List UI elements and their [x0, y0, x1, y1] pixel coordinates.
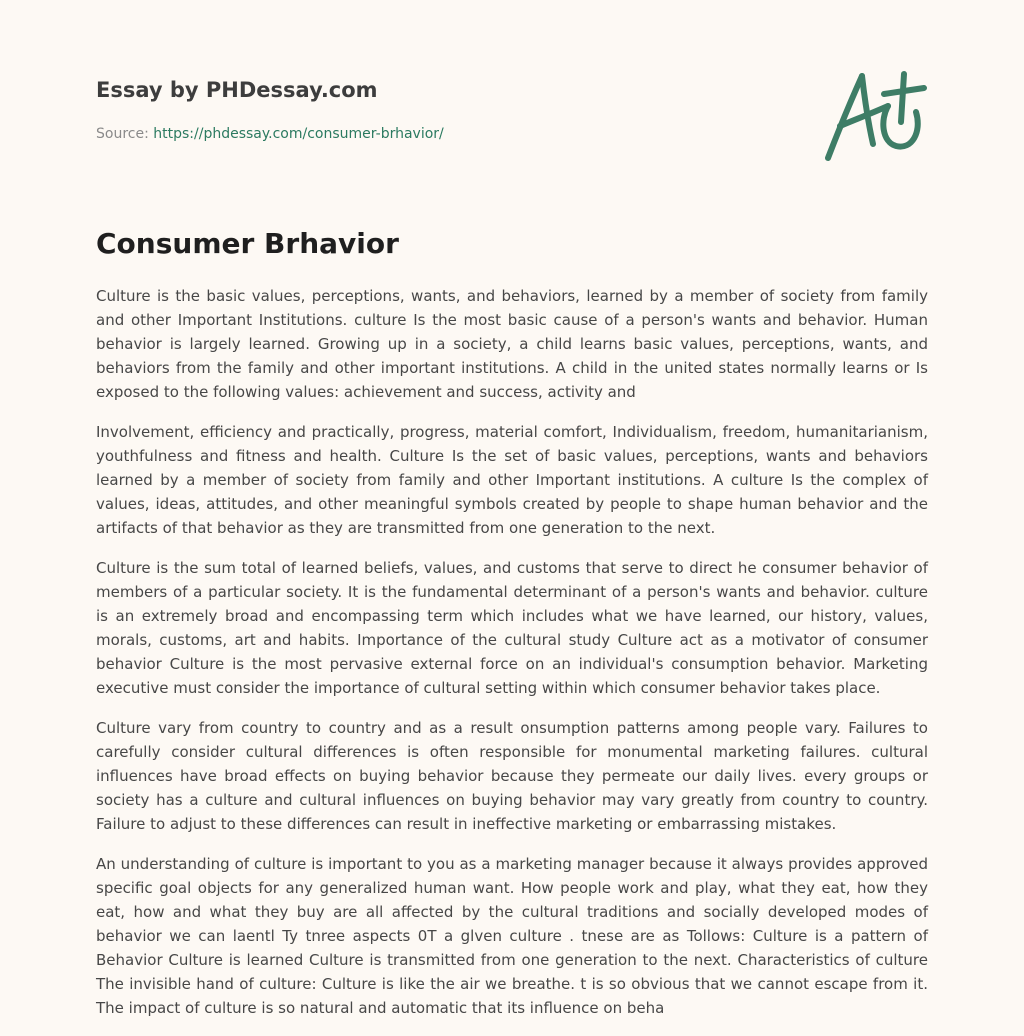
essay-paragraph: Culture vary from country to country and as a result onsumption patterns among people vary. Failures to carefully consider cultural differences is often responsible for monumental marketing failures. cultural influences have broad effects on buying behavior because they permeate our daily lives. every groups or society has a culture and cultural influences on buying behavior may vary greatly from country to country. Failure to adjust to these differences can result in ineffective marketing or embarrassing mistakes. — [96, 719, 928, 833]
a-plus-grade-icon — [818, 62, 930, 166]
essay-paragraph: Involvement, efficiency and practically, progress, material comfort, Individualism, freedom, humanitarianism, youthfulness and fitness and health. Culture Is the set of basic values, perceptions, wants and behaviors learned by a member of society from family and other Important institutions. A culture Is the complex of values, ideas, attitudes, and other meaningful symbols created by people to shape human behavior and the artifacts of that behavior as they are transmitted from one generation to the next. — [96, 423, 928, 537]
essay-paragraph: Culture is the basic values, perceptions, wants, and behaviors, learned by a member of society from family and other Important Institutions. culture Is the most basic cause of a person's wants and behavior. Human behavior is largely learned. Growing up in a society, a child learns basic values, perceptions, wants, and behaviors from the family and other important institutions. A child in the united states normally learns or Is exposed to the following values: achievement and success, activity and — [96, 287, 928, 401]
essay-title: Consumer Brhavior — [96, 227, 399, 260]
site-brand: Essay by PHDessay.com — [96, 78, 378, 102]
source-line — [96, 123, 928, 145]
essay-paragraph: An understanding of culture is important to you as a marketing manager because it always provides approved specific goal objects for any generalized human want. How people work and play, what they eat, how they eat, how and what they buy are all affected by the cultural traditions and socially developed modes of behavior we can laentl Ty tnree aspects 0T a glven culture . tnese are as Tollows: Culture is a pattern of Behavior Culture is learned Culture is transmitted from one generation to the next. Characteristics of culture The invisible hand of culture: Culture is like the air we breathe. t is so obvious that we cannot escape from it. The impact of culture is so natural and automatic that its influence on beha — [96, 855, 928, 1017]
essay-body — [96, 284, 928, 1036]
page-header — [96, 74, 928, 145]
source-link[interactable]: https://phdessay.com/consumer-brhavior/ — [153, 126, 444, 142]
source-label: Source: — [96, 126, 149, 142]
essay-paragraph: Culture is the sum total of learned beliefs, values, and customs that serve to direct he consumer behavior of members of a particular society. It is the fundamental determinant of a person's wants and behavior. culture is an extremely broad and encompassing term which includes what we have learned, our history, values, morals, customs, art and habits. Importance of the cultural study Culture act as a motivator of consumer behavior Culture is the most pervasive external force on an individual's consumption behavior. Marketing executive must consider the importance of cultural setting within which consumer behavior takes place. — [96, 559, 928, 697]
